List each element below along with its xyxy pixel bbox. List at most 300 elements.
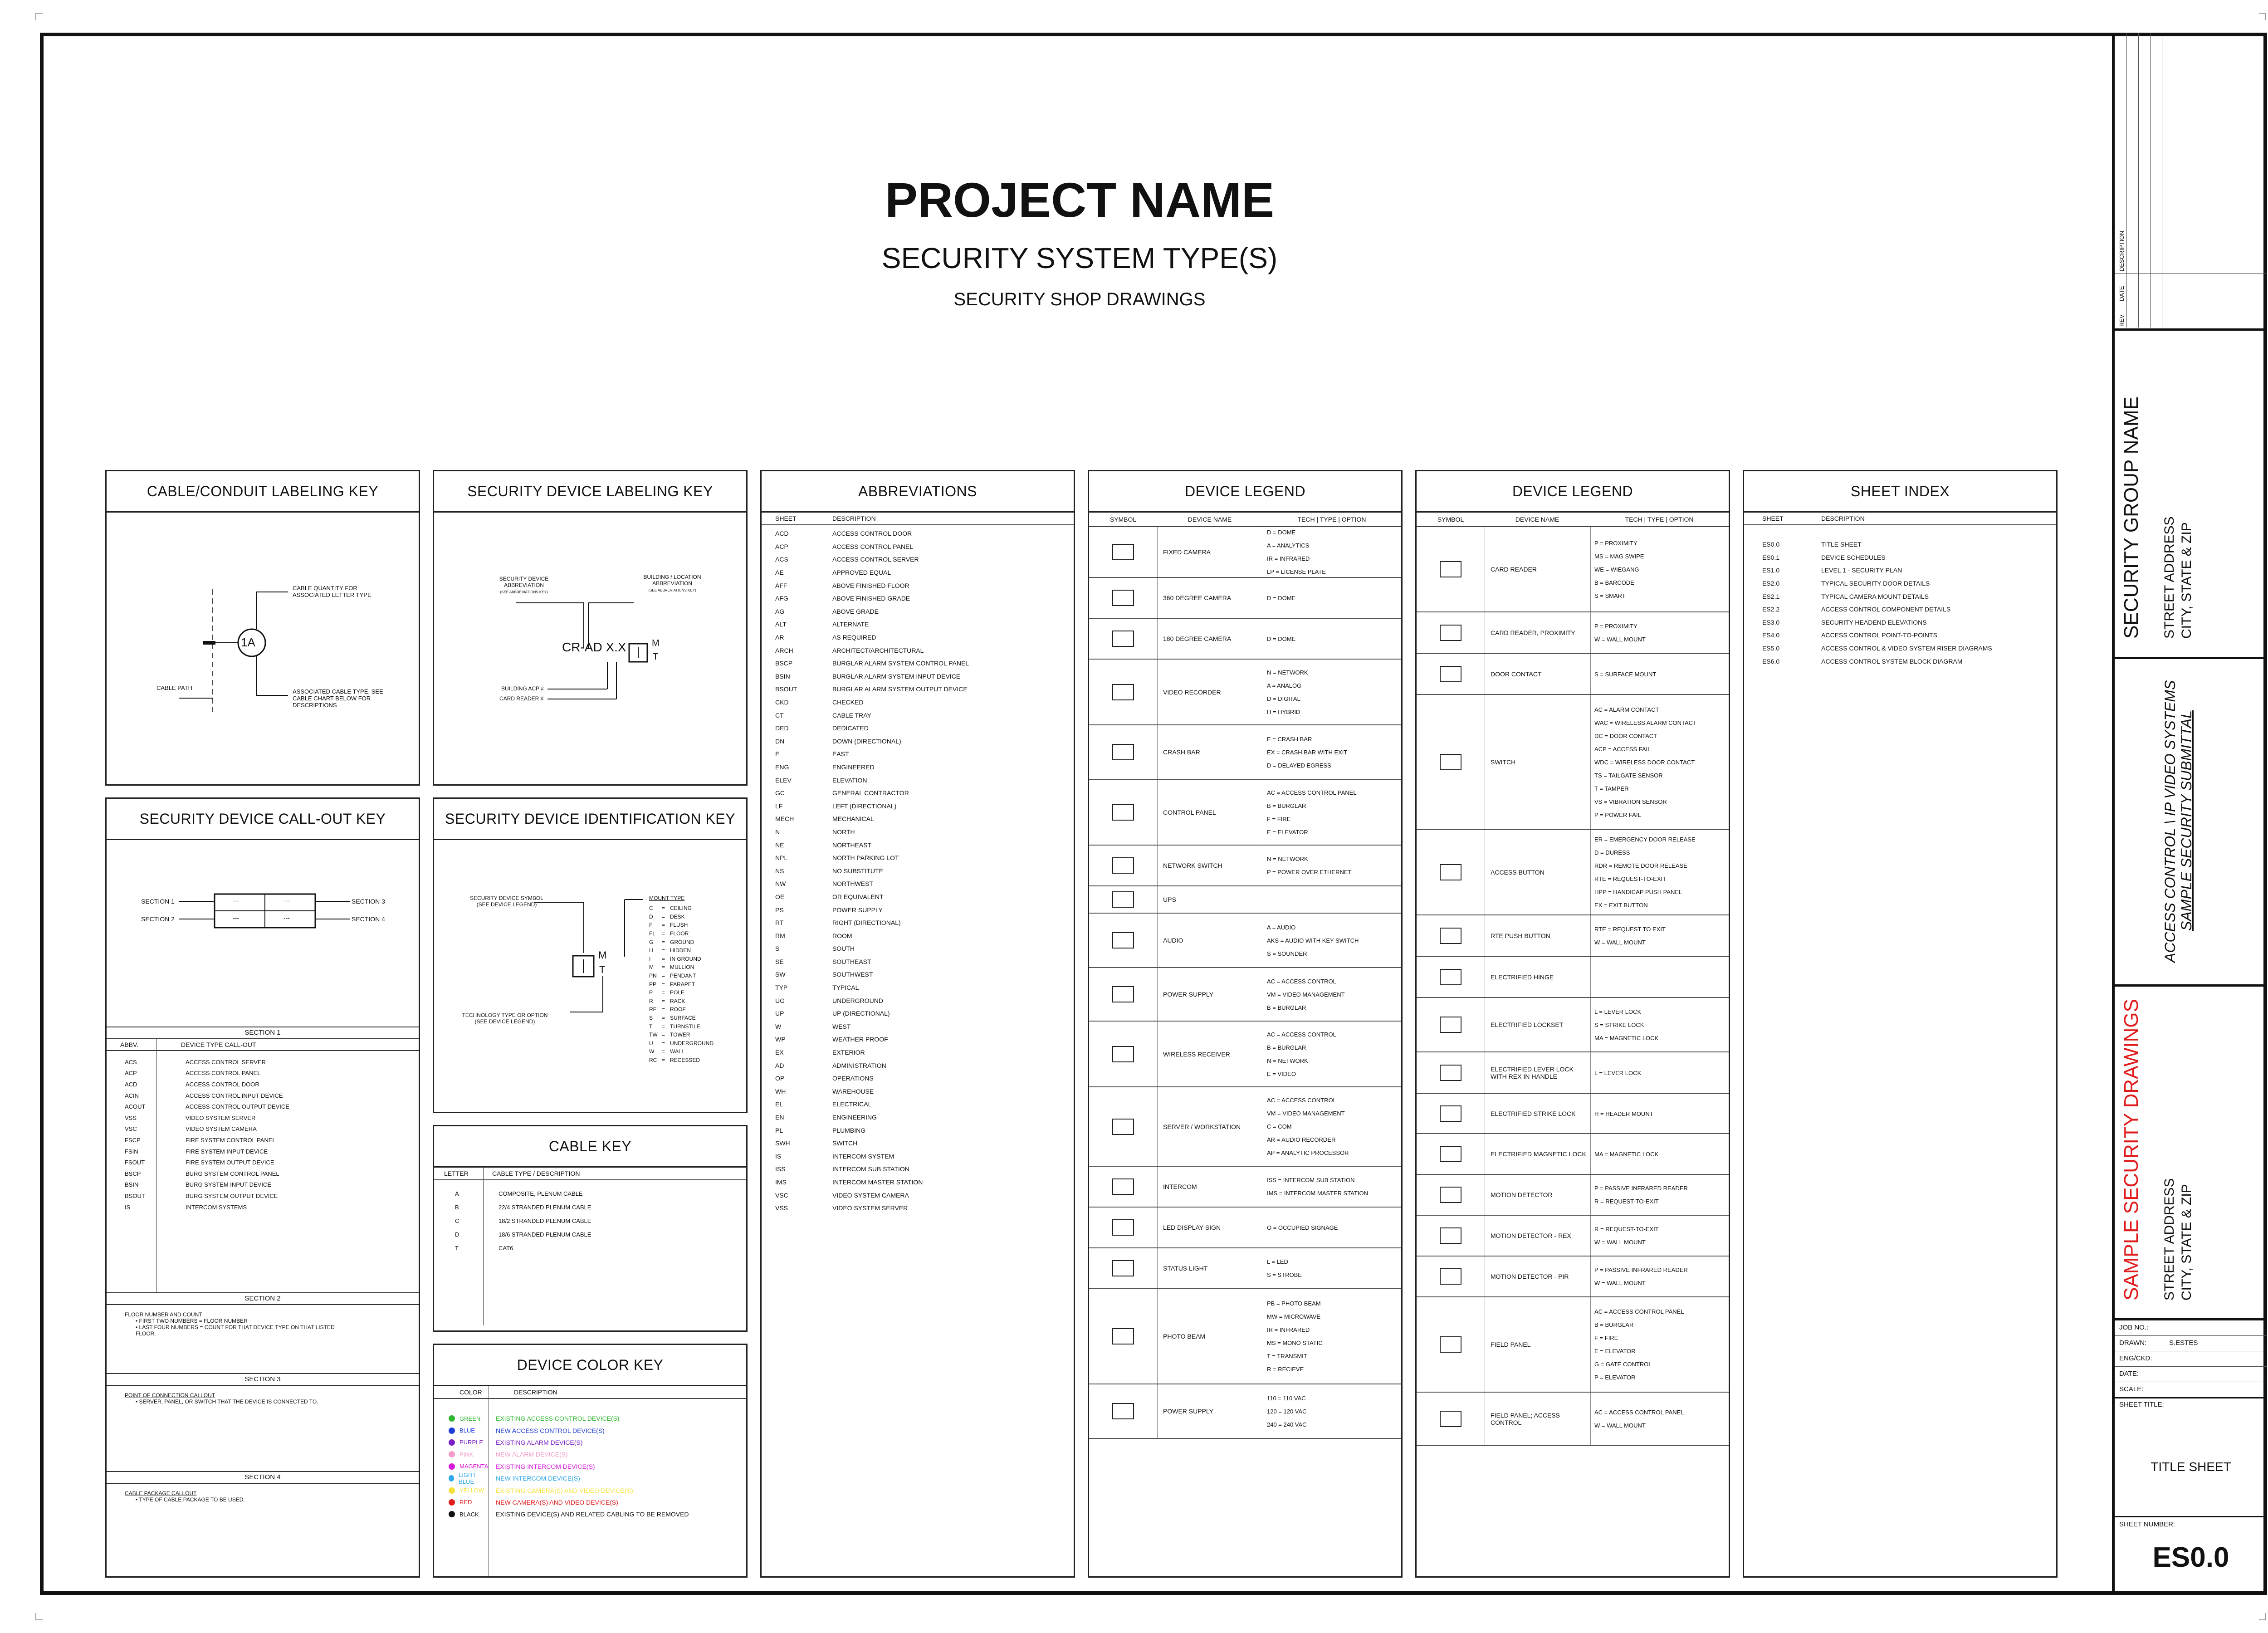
crop-mark	[35, 1613, 43, 1620]
device-symbol-icon	[1417, 1297, 1485, 1392]
callout-abbv: ACIN	[125, 1092, 139, 1099]
abbrev-note: SECURITY DEVICE ABBREVIATION (SEE ABBREVIATIONS KEY)	[499, 576, 549, 594]
callout-desc: VIDEO SYSTEM CAMERA	[186, 1125, 257, 1133]
table-row	[762, 1007, 1074, 1020]
table-row	[1744, 642, 2056, 655]
panel-title: DEVICE LEGEND	[1417, 471, 1729, 513]
table-row	[762, 540, 1074, 553]
dash: ---	[233, 897, 239, 904]
mount-item	[649, 938, 714, 946]
cable-letter: D	[455, 1231, 459, 1238]
bullet: TYPE OF CABLE PACKAGE TO BE USED.	[139, 1496, 245, 1503]
device-symbol-icon	[1417, 1393, 1485, 1445]
cable-desc: 18/2 STRANDED PLENUM CABLE	[499, 1217, 591, 1224]
device-name: NETWORK SWITCH	[1158, 846, 1263, 885]
device-options	[1263, 1022, 1401, 1086]
option-item: F = FIRE	[1594, 1335, 1618, 1341]
cable-desc: CAT6	[499, 1244, 513, 1252]
option-item: AC = ACCESS CONTROL PANEL	[1594, 1409, 1684, 1416]
callout-abbv: VSC	[125, 1125, 137, 1133]
rev-row-line	[2115, 273, 2267, 274]
table-row	[762, 579, 1074, 592]
option-item: T = TRANSMIT	[1267, 1353, 1307, 1359]
device-name: POWER SUPPLY	[1158, 1384, 1263, 1438]
option-item: D = DURESS	[1594, 849, 1630, 856]
mount-code: F	[649, 922, 653, 929]
mount-item	[649, 1022, 714, 1031]
legend-row	[1089, 1384, 1401, 1439]
device-options	[1263, 846, 1401, 885]
sheet-number: ES2.1	[1762, 592, 1780, 600]
abbr-code: NS	[775, 867, 784, 875]
legend-row	[1417, 1052, 1729, 1094]
table-row	[107, 1056, 419, 1068]
option-item: S = STROBE	[1267, 1271, 1302, 1278]
panel-title: SECURITY DEVICE LABELING KEY	[434, 471, 746, 513]
table-row	[762, 1059, 1074, 1072]
device-symbol-icon	[1417, 830, 1485, 914]
abbr-desc: DEDICATED	[832, 724, 869, 732]
device-options	[1591, 1052, 1729, 1093]
symbol-note: SECURITY DEVICE SYMBOL (SEE DEVICE LEGEND)	[470, 895, 543, 908]
crop-mark	[2259, 13, 2266, 20]
option-item: AC = ACCESS CONTROL PANEL	[1267, 789, 1357, 796]
color-desc: NEW ACCESS CONTROL DEVICE(S)	[496, 1427, 605, 1434]
col-header: CABLE TYPE / DESCRIPTION	[492, 1170, 580, 1177]
color-desc: EXISTING ACCESS CONTROL DEVICE(S)	[496, 1415, 620, 1423]
type-note: ASSOCIATED CABLE TYPE. SEE CABLE CHART BELOW FOR DESCRIPTIONS	[293, 688, 383, 709]
table-row	[762, 618, 1074, 631]
legend-row	[1417, 957, 1729, 998]
legend-row	[1089, 725, 1401, 780]
legend-row	[1089, 660, 1401, 725]
device-labeling-key-panel	[433, 470, 748, 786]
system-types: SECURITY SYSTEM TYPE(S)	[881, 242, 1278, 274]
option-item: P = POWER FAIL	[1594, 811, 1641, 818]
symbol-box-icon	[1112, 1328, 1134, 1345]
device-name: PHOTO BEAM	[1158, 1289, 1263, 1384]
abbr-desc: SWITCH	[832, 1139, 858, 1147]
table-row	[762, 1098, 1074, 1111]
sheet-title-label: SHEET TITLE:	[2119, 1401, 2164, 1408]
device-options	[1591, 1257, 1729, 1296]
panel-title: ABBREVIATIONS	[762, 471, 1074, 513]
option-item: S = SMART	[1594, 592, 1626, 599]
mount-desc: SURFACE	[670, 1015, 696, 1022]
option-item: 110 = 110 VAC	[1267, 1394, 1306, 1402]
symbol-box-icon	[1112, 1178, 1134, 1195]
abbr-code: AG	[775, 607, 785, 615]
abbr-desc: APPROVED EQUAL	[832, 569, 891, 577]
device-symbol-icon	[1089, 1384, 1158, 1438]
abbr-desc: NORTH PARKING LOT	[832, 854, 899, 862]
color-row	[434, 1424, 746, 1436]
crop-mark	[35, 13, 43, 20]
panel-title: SHEET INDEX	[1744, 471, 2056, 513]
mount-eq: =	[662, 955, 665, 962]
option-item: TS = TAILGATE SENSOR	[1594, 772, 1663, 779]
device-symbol-icon	[1089, 527, 1158, 577]
table-row	[762, 1150, 1074, 1163]
abbr-code: RM	[775, 932, 785, 939]
mount-desc: IN GROUND	[670, 955, 701, 962]
panel-title: CABLE KEY	[434, 1126, 746, 1168]
table-row	[1744, 590, 2056, 603]
option-item: P = PROXIMITY	[1594, 623, 1637, 630]
color-swatch-cell	[434, 1499, 489, 1506]
color-dot-icon	[449, 1415, 455, 1422]
symbol-box-icon	[1440, 928, 1461, 944]
table-row	[762, 955, 1074, 968]
option-item: EX = CRASH BAR WITH EXIT	[1267, 748, 1348, 756]
mount-eq: =	[662, 997, 665, 1004]
abbr-desc: WEATHER PROOF	[832, 1036, 888, 1043]
device-options	[1263, 1208, 1401, 1247]
device-options	[1591, 1134, 1729, 1174]
col-header: DEVICE TYPE CALL-OUT	[181, 1041, 256, 1048]
mount-code: RF	[649, 1006, 656, 1013]
abbr-code: AD	[775, 1061, 784, 1069]
abbr-desc: UP (DIRECTIONAL)	[832, 1010, 890, 1017]
abbr-desc: RIGHT (DIRECTIONAL)	[832, 919, 901, 927]
table-row	[762, 709, 1074, 722]
color-name: RED	[459, 1499, 472, 1506]
option-item: D = DOME	[1267, 529, 1296, 536]
abbr-desc: INTERCOM SYSTEM	[832, 1152, 894, 1160]
abbr-code: PS	[775, 906, 784, 914]
date-label: DATE:	[2119, 1370, 2139, 1378]
abbr-desc: SOUTH	[832, 945, 855, 953]
color-dot-icon	[449, 1499, 455, 1506]
symbol-box-icon	[1440, 864, 1461, 880]
mount-desc: POLE	[670, 989, 685, 996]
abbr-code: TYP	[775, 984, 788, 992]
abbr-code: OP	[775, 1075, 785, 1082]
systems-label: ACCESS CONTROL \ IP VIDEO SYSTEMS	[2162, 680, 2178, 963]
group-city: CITY, STATE & ZIP	[2179, 522, 2194, 639]
mount-desc: FLUSH	[670, 922, 688, 929]
abbr-desc: VIDEO SYSTEM CAMERA	[832, 1191, 909, 1199]
bullet: FIRST TWO NUMBERS = FLOOR NUMBER	[139, 1318, 248, 1324]
legend-row	[1089, 578, 1401, 619]
mount-eq: =	[662, 973, 665, 979]
option-item: AR = AUDIO RECORDER	[1267, 1136, 1336, 1143]
device-options	[1263, 1248, 1401, 1288]
callout-desc: ACCESS CONTROL PANEL	[186, 1070, 261, 1077]
col-header: SYMBOL	[1437, 516, 1464, 523]
table-row	[762, 838, 1074, 851]
option-item: W = WALL MOUNT	[1594, 1280, 1646, 1286]
device-name: CRASH BAR	[1158, 725, 1263, 779]
mount-code: G	[649, 939, 654, 945]
table-row	[107, 1124, 419, 1135]
mount-desc: GROUND	[670, 939, 694, 945]
option-item: L = LEVER LOCK	[1594, 1008, 1642, 1015]
symbol-box-icon	[1440, 1105, 1461, 1122]
symbol-box-icon	[1440, 1017, 1461, 1033]
abbr-desc: MECHANICAL	[832, 815, 874, 823]
mount-item	[649, 955, 714, 963]
mount-eq: =	[662, 1040, 665, 1046]
abbr-desc: ABOVE FINISHED FLOOR	[832, 582, 909, 589]
col-header: DESCRIPTION	[1821, 515, 1865, 522]
abbr-desc: INTERCOM SUB STATION	[832, 1165, 909, 1173]
mount-item	[649, 963, 714, 972]
abbr-code: LF	[775, 802, 783, 810]
table-row	[762, 657, 1074, 670]
table-row	[1744, 538, 2056, 551]
sheet-description: ACCESS CONTROL POINT-TO-POINTS	[1821, 631, 1937, 639]
section-4-label: SECTION 4	[352, 915, 385, 923]
option-item: ISS = INTERCOM SUB STATION	[1267, 1177, 1355, 1183]
option-item: AP = ANALYTIC PROCESSOR	[1267, 1149, 1349, 1156]
table-row	[434, 1200, 746, 1214]
device-symbol-icon	[1417, 915, 1485, 956]
callout-list	[107, 1051, 419, 1292]
mount-code: S	[649, 1015, 653, 1022]
table-row	[762, 851, 1074, 865]
section-heading: POINT OF CONNECTION CALLOUT	[125, 1392, 215, 1398]
sheet-description: ACCESS CONTROL SYSTEM BLOCK DIAGRAM	[1821, 657, 1963, 665]
device-name: ELECTRIFIED LOCKSET	[1485, 998, 1591, 1051]
abbr-desc: AS REQUIRED	[832, 634, 876, 641]
abbr-desc: ELECTRICAL	[832, 1100, 872, 1108]
sheet-number-value: ES0.0	[2152, 1542, 2229, 1573]
legend-row	[1417, 1393, 1729, 1446]
mount-code: FL	[649, 930, 656, 937]
abbr-code: ACS	[775, 556, 788, 563]
mount-item	[649, 997, 714, 1006]
mount-code: M	[649, 964, 654, 971]
sheet-description: TYPICAL CAMERA MOUNT DETAILS	[1821, 592, 1929, 600]
color-name: MAGENTA	[459, 1463, 489, 1470]
color-name: PURPLE	[459, 1439, 484, 1446]
abbr-code: EX	[775, 1049, 784, 1056]
section-title: SECTION 3	[107, 1373, 419, 1386]
color-swatch-cell	[434, 1427, 489, 1434]
device-symbol-icon	[1417, 527, 1485, 611]
table-row	[762, 696, 1074, 709]
mount-desc: UNDERGROUND	[670, 1040, 714, 1046]
table-row	[434, 1214, 746, 1227]
abbr-code: IMS	[775, 1178, 787, 1186]
drawn-label: DRAWN:	[2119, 1339, 2147, 1347]
device-name: SWITCH	[1485, 695, 1591, 829]
sheet-number: ES4.0	[1762, 631, 1780, 639]
sheet-number: ES0.1	[1762, 553, 1780, 561]
abbr-desc: NORTHWEST	[832, 880, 873, 888]
tb-row	[2115, 1366, 2267, 1367]
abbr-desc: ACCESS CONTROL DOOR	[832, 530, 912, 538]
device-symbol-icon	[1417, 957, 1485, 997]
mount-eq: =	[662, 947, 665, 954]
table-row	[107, 1179, 419, 1191]
symbol-box-icon	[1112, 804, 1134, 821]
table-row	[762, 670, 1074, 683]
abbr-code: BSOUT	[775, 685, 797, 693]
table-row	[762, 527, 1074, 540]
sheet-number: ES2.2	[1762, 606, 1780, 613]
mount-desc: PARAPET	[670, 981, 695, 988]
device-options	[1263, 660, 1401, 724]
abbr-code: SE	[775, 958, 784, 965]
project-name: PROJECT NAME	[885, 172, 1275, 227]
mount-desc: CEILING	[670, 905, 692, 912]
option-item: P = PROXIMITY	[1594, 539, 1637, 547]
callout-desc: ACCESS CONTROL SERVER	[186, 1058, 266, 1066]
device-options	[1263, 1087, 1401, 1166]
device-name: ELECTRIFIED MAGNETIC LOCK	[1485, 1134, 1591, 1174]
section-title: SECTION 2	[107, 1292, 419, 1305]
mount-eq: =	[662, 913, 665, 920]
mount-code: C	[649, 905, 653, 912]
tb-divider	[2115, 1318, 2267, 1320]
mount-code: T	[649, 1023, 653, 1030]
device-symbol-icon	[1417, 1175, 1485, 1215]
callout-desc: ACCESS CONTROL INPUT DEVICE	[186, 1092, 283, 1099]
option-item: RTE = REQUEST-TO-EXIT	[1594, 875, 1667, 882]
device-name: FIELD PANEL	[1485, 1297, 1591, 1392]
callout-abbv: ACOUT	[125, 1103, 146, 1110]
crop-mark	[2259, 1613, 2266, 1620]
device-options	[1591, 957, 1729, 997]
mount-item	[649, 1056, 714, 1065]
abbr-desc: PLUMBING	[832, 1126, 866, 1134]
symbol-box-icon	[1440, 1336, 1461, 1353]
option-item: E = VIDEO	[1267, 1070, 1296, 1077]
device-options	[1591, 1393, 1729, 1445]
legend-row	[1089, 914, 1401, 968]
abbr-code: WH	[775, 1087, 786, 1095]
color-name: PINK	[459, 1451, 474, 1458]
option-item: W = WALL MOUNT	[1594, 1422, 1646, 1429]
color-row	[434, 1461, 746, 1472]
table-row	[107, 1202, 419, 1213]
abbr-code: OE	[775, 893, 785, 900]
option-item: A = AUDIO	[1267, 924, 1296, 931]
mount-desc: WALL	[670, 1048, 685, 1055]
table-row	[762, 1163, 1074, 1176]
eng-label: ENG/CKD:	[2119, 1354, 2152, 1362]
table-row	[762, 1111, 1074, 1124]
legend-row	[1089, 1289, 1401, 1384]
section-heading: FLOOR NUMBER AND COUNT	[125, 1311, 202, 1318]
option-item: IMS = INTERCOM MASTER STATION	[1267, 1190, 1369, 1197]
abbr-desc: ROOM	[832, 932, 852, 939]
device-options	[1263, 725, 1401, 779]
color-desc: NEW ALARM DEVICE(S)	[496, 1451, 568, 1458]
abbr-code: N	[775, 828, 780, 836]
symbol-box-icon	[1440, 561, 1461, 577]
table-row	[762, 877, 1074, 890]
option-item: LP = LICENSE PLATE	[1267, 568, 1326, 575]
option-item: H = HEADER MOUNT	[1594, 1110, 1653, 1117]
callout-desc: VIDEO SYSTEM SERVER	[186, 1114, 256, 1121]
device-name: LED DISPLAY SIGN	[1158, 1208, 1263, 1247]
option-item: IR = INFRARED	[1267, 555, 1310, 562]
device-name: SERVER / WORKSTATION	[1158, 1087, 1263, 1166]
building-acp-note: BUILDING ACP #	[501, 685, 544, 692]
tb-row	[2115, 1516, 2267, 1517]
symbol-box-icon	[1112, 544, 1134, 560]
section-title: SECTION 1	[107, 1027, 419, 1039]
mount-type-title: MOUNT TYPE	[649, 895, 685, 901]
group-street: STREET ADDRESS	[2162, 516, 2177, 639]
symbol-box-icon	[1112, 744, 1134, 760]
color-swatch-cell	[434, 1415, 489, 1422]
legend-row	[1417, 830, 1729, 915]
symbol-box-icon	[1112, 1219, 1134, 1236]
project-city: CITY, STATE & ZIP	[2179, 1184, 2194, 1301]
mount-code: P	[649, 989, 653, 996]
col-header: SYMBOL	[1110, 516, 1137, 523]
legend-row	[1089, 1208, 1401, 1248]
abbr-code: DED	[775, 724, 789, 732]
color-swatch-cell	[434, 1463, 489, 1470]
abbr-code: E	[775, 750, 780, 758]
mount-desc: RACK	[670, 997, 685, 1004]
sheet-description: SECURITY HEADEND ELEVATIONS	[1821, 618, 1927, 626]
table-row	[762, 1033, 1074, 1046]
abbr-desc: NO SUBSTITUTE	[832, 867, 884, 875]
legend-list	[1089, 527, 1401, 1439]
abbreviations-panel	[760, 470, 1075, 1578]
mount-item	[649, 929, 714, 938]
sheet-number: ES0.0	[1762, 541, 1780, 548]
option-item: P = PASSIVE INFRARED READER	[1594, 1266, 1688, 1273]
scale-label: SCALE:	[2119, 1385, 2144, 1393]
option-item: MS = MONO STATIC	[1267, 1340, 1323, 1346]
abbr-code: DN	[775, 737, 785, 745]
abbr-code: AFG	[775, 595, 788, 602]
legend-row	[1417, 1094, 1729, 1134]
mount-code: PN	[649, 973, 657, 979]
cable-conduit-diagram	[107, 512, 420, 784]
drawings-subtitle: SECURITY SHOP DRAWINGS	[953, 289, 1206, 309]
table-row	[762, 1188, 1074, 1202]
abbr-code: NPL	[775, 854, 788, 862]
table-row	[762, 1176, 1074, 1189]
option-item: WDC = WIRELESS DOOR CONTACT	[1594, 758, 1695, 766]
device-name: POWER SUPPLY	[1158, 968, 1263, 1021]
abbr-code: CT	[775, 711, 784, 719]
drawn-by-value: S.ESTES	[2169, 1339, 2198, 1347]
option-item: N = NETWORK	[1267, 669, 1308, 676]
sheet-description: TYPICAL SECURITY DOOR DETAILS	[1821, 580, 1930, 587]
mount-desc: ROOF	[670, 1006, 686, 1013]
option-item: AC = ACCESS CONTROL	[1267, 1031, 1336, 1038]
section-3-label: SECTION 3	[352, 898, 385, 905]
sheet-description: ACCESS CONTROL & VIDEO SYSTEM RISER DIAGRAMS	[1821, 645, 1992, 652]
tb-divider	[2115, 657, 2267, 659]
cable-letter: T	[455, 1244, 459, 1252]
table-row	[762, 826, 1074, 839]
option-item: PB = PHOTO BEAM	[1267, 1300, 1321, 1307]
device-legend-panel-1	[1088, 470, 1403, 1578]
option-item: S = STRIKE LOCK	[1594, 1021, 1644, 1028]
table-row	[1744, 629, 2056, 642]
device-symbol-icon	[1417, 1052, 1485, 1093]
option-item: C = COM	[1267, 1123, 1292, 1130]
mount-code: U	[649, 1040, 653, 1046]
legend-row	[1417, 1134, 1729, 1175]
section-heading: CABLE PACKAGE CALLOUT	[125, 1490, 197, 1496]
mount-eq: =	[662, 939, 665, 945]
legend-row	[1417, 1297, 1729, 1393]
option-item: D = DELAYED EGRESS	[1267, 762, 1331, 769]
location-note: BUILDING / LOCATION ABBREVIATION (SEE ABBREVIATIONS KEY)	[643, 574, 701, 592]
mount-eq: =	[662, 930, 665, 937]
